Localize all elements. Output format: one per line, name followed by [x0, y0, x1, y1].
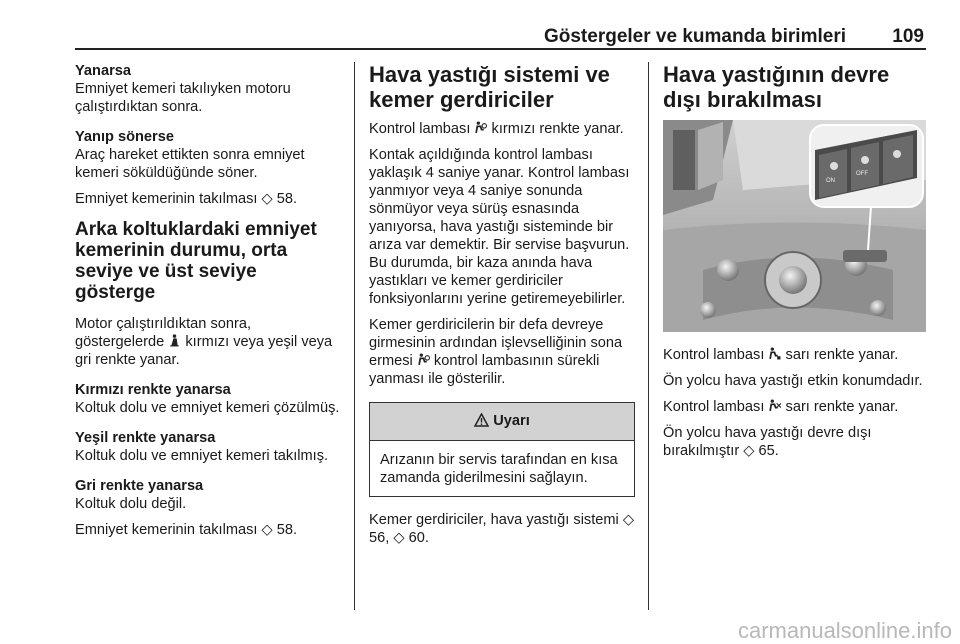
reference-link[interactable]: Kemer gerdiriciler, hava yastığı sistemi ◇ 56, ◇ 60.	[369, 512, 635, 546]
button-on-label: ON	[826, 178, 835, 184]
paragraph: Kontak açıldığında kontrol lambası yaklaşık 4 saniye yanar. Kontrol lambası yanmıyor veya 4 saniye sonunda sönmüyor veya sürüş esnasında yanıyorsa, hava yastığı sisteminde bir arıza var demektir. Bir servise başvurun. Bu durumda, bir kaza anında hava yastıkları ve kemer gerdiriciler fonksiyonlarını yerine getiremeyebilirler.	[369, 147, 630, 307]
page-number: 109	[892, 26, 924, 47]
warning-title: Uyarı	[493, 413, 530, 429]
page-header	[75, 26, 926, 48]
paragraph	[369, 120, 635, 138]
section-title: Gri renkte yanarsa	[75, 478, 204, 494]
text: kontrol lambasının sürekli yanması ile gösterilir.	[369, 353, 600, 387]
paragraph	[663, 346, 926, 364]
text: sarı renkte yanar.	[785, 347, 899, 363]
page-title: Göstergeler ve kumanda birimleri	[543, 26, 846, 47]
text: Motor çalıştırıldıktan sonra, göstergelerde	[75, 316, 252, 350]
header-divider	[75, 48, 926, 50]
column-middle	[369, 62, 635, 555]
paragraph: Koltuk dolu ve emniyet kemeri çözülmüş.	[75, 400, 340, 416]
text: Kontrol lambası	[369, 121, 471, 137]
section-heading: Hava yastığının devre dışı bırakılması	[663, 62, 890, 112]
paragraph	[663, 398, 926, 416]
text: Kontrol lambası	[663, 399, 765, 415]
column-right	[663, 62, 926, 468]
text: kırmızı veya yeşil veya gri renkte yanar.	[75, 334, 333, 368]
section-heading: Arka koltuklardaki emniyet kemerinin durumu, orta seviye ve üst seviye gösterge	[75, 219, 317, 303]
warning-box	[369, 402, 635, 497]
column-divider	[648, 62, 649, 610]
reference-link[interactable]: Emniyet kemerinin takılması ◇ 58.	[75, 522, 298, 538]
paragraph: Araç hareket ettikten sonra emniyet kemeri söküldüğünde söner.	[75, 147, 305, 181]
text: kırmızı renkte yanar.	[491, 121, 624, 137]
paragraph: Emniyet kemeri takılıyken motoru çalıştırdıktan sonra.	[75, 81, 291, 115]
reference-link[interactable]: Emniyet kemerinin takılması ◇ 58.	[75, 191, 298, 207]
text: Kontrol lambası	[663, 347, 765, 363]
paragraph	[369, 316, 635, 388]
airbag-on-icon	[768, 347, 781, 360]
paragraph: Ön yolcu hava yastığı etkin konumdadır.	[663, 373, 923, 389]
dashboard-photo	[663, 120, 926, 332]
airbag-off-icon	[768, 399, 781, 412]
watermark: carmanualsonline.info	[737, 618, 952, 643]
warning-text: Arızanın bir servis tarafından en kısa zamanda giderilmesini sağlayın.	[380, 452, 618, 486]
section-title: Yanarsa	[75, 63, 131, 79]
column-divider	[354, 62, 355, 610]
text: sarı renkte yanar.	[785, 399, 899, 415]
section-heading: Hava yastığı sistemi ve kemer gerdiriciler	[369, 62, 610, 112]
paragraph	[75, 315, 340, 369]
paragraph: Koltuk dolu değil.	[75, 496, 187, 512]
paragraph: Koltuk dolu ve emniyet kemeri takılmış.	[75, 448, 329, 464]
section-title: Yanıp sönerse	[75, 129, 174, 145]
airbag-icon	[417, 353, 430, 366]
reference-link[interactable]: Ön yolcu hava yastığı devre dışı bırakılmıştır ◇ 65.	[663, 425, 872, 459]
text: Kemer gerdiricilerin bir defa devreye girmesinin ardından işlevselliğinin sona ermesi	[369, 317, 623, 369]
section-title: Kırmızı renkte yanarsa	[75, 382, 231, 398]
column-left	[75, 62, 340, 547]
warning-header	[370, 403, 634, 441]
button-off-label: OFF	[856, 171, 868, 177]
warning-icon	[474, 413, 489, 427]
rear-seatbelt-icon	[168, 334, 181, 347]
airbag-icon	[474, 121, 487, 134]
section-title: Yeşil renkte yanarsa	[75, 430, 216, 446]
